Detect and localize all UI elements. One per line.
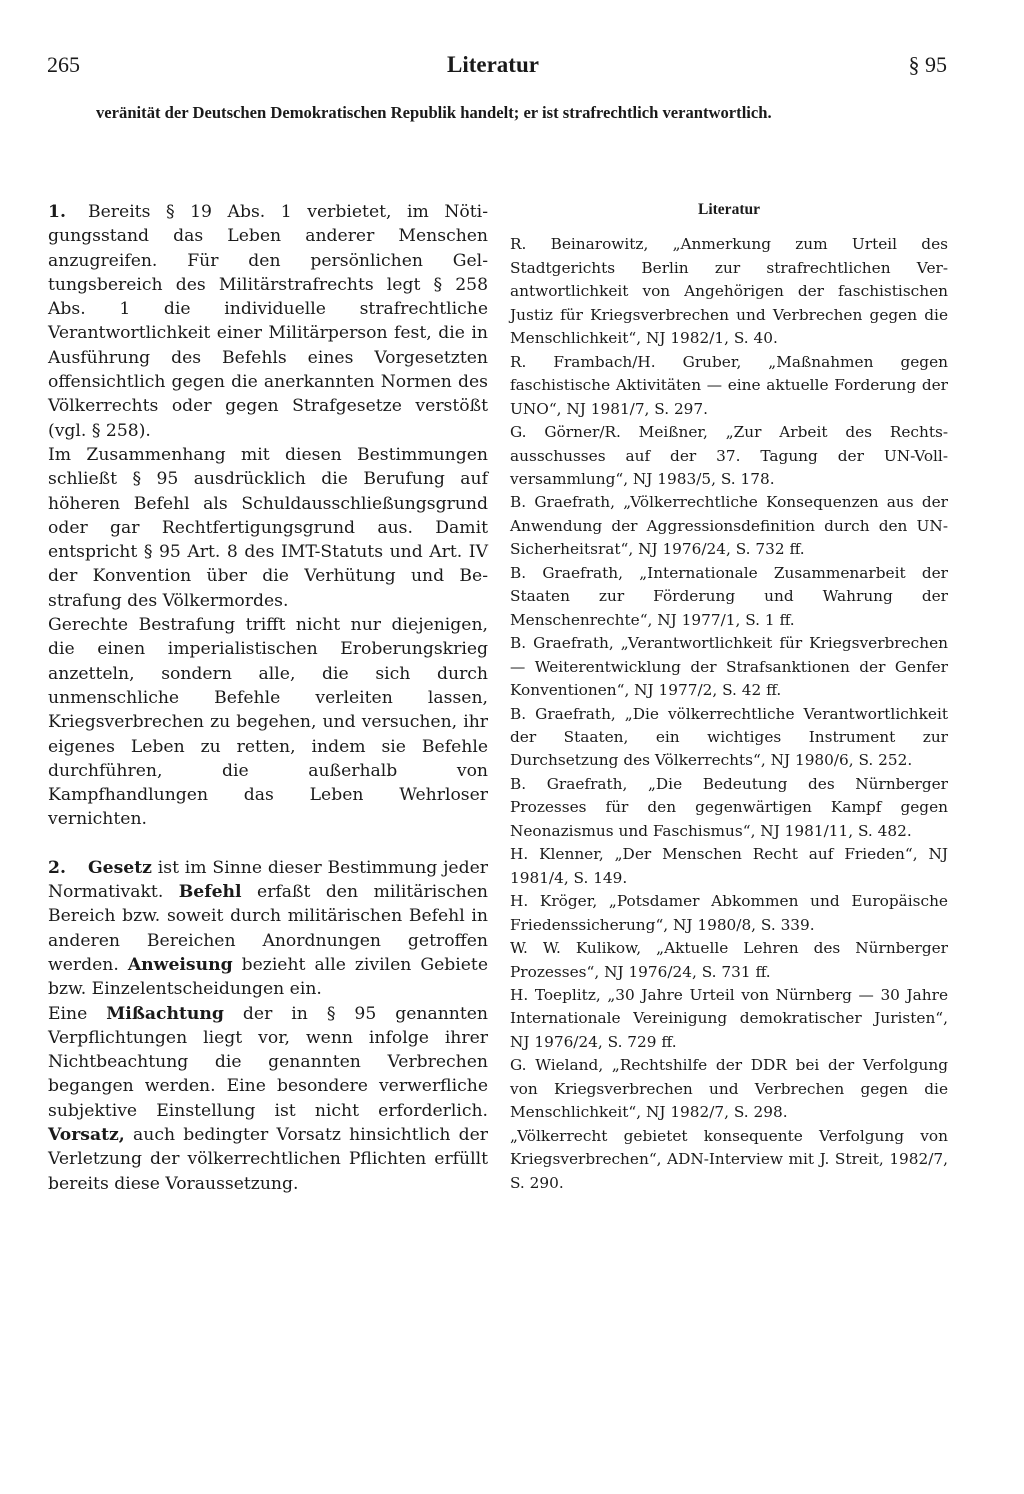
commentary-item-2-para-2 [48,1002,488,1196]
keyword-gesetz: Gesetz [88,857,152,878]
literature-entry: B. Graefrath, „Die völkerrechtliche Verantwortlichkeit der Staaten, ein wichtiges Instrument zur Durchsetzung des Völkerrechts“, NJ 1980/6, S. 252. [510,704,948,770]
paragraph-text: erfaßt den militärischen Bereich bzw. soweit durch militärischen Befehl in anderen Bereichen Anordnungen getroffen werden. [48,882,488,975]
commentary-item-1-para-2: Im Zusammenhang mit diesen Bestimmungen schließt § 95 ausdrücklich die Berufung auf höheren Befehl als Schuldausschließungsgrund oder gar Rechtfertigungsgrund aus. Damit entspricht § 95 Art. 8 des IMT-Statuts und Art. IV der Konvention über die Verhütung und Bestrafung des Völkermordes. [48,444,488,611]
literature-entry: G. Wieland, „Rechtshilfe der DDR bei der Verfolgung von Kriegsverbrechen und Verbrechen gegen die Menschlichkeit“, NJ 1982/7, S. 298. [510,1056,948,1122]
literature-entry: R. Frambach/H. Gruber, „Maßnahmen gegen faschistische Aktivitäten — eine aktuelle Forderung der UNO“, NJ 1981/7, S. 297. [510,352,948,418]
literature-entry: „Völkerrecht gebietet konsequente Verfolgung von Kriegsverbrechen“, ADN-Interview mit J. Streit, 1982/7, S. 290. [510,1126,948,1192]
literature-entry: B. Graefrath, „Verantwortlichkeit für Kriegsverbrechen — Weiterentwicklung der Strafsanktionen der Genfer Konventionen“, NJ 1977/2, S. 42 ff. [510,634,948,700]
commentary-item-2-para-1 [48,856,488,1002]
paragraph-text: der in § 95 genannten Verpflichtungen liegt vor, wenn infolge ihrer Nichtbeachtung die genannten Verbrechen begangen werden. Eine besondere verwerfliche subjektive Einstellung ist nicht erforderlich. [48,1003,489,1121]
page-number: 265 [47,52,80,77]
literature-entry: G. Görner/R. Meißner, „Zur Arbeit des Rechtsausschusses auf der 37. Tagung der UN-Vollversammlung“, NJ 1983/5, S. 178. [510,423,948,488]
literature-entry: B. Graefrath, „Internationale Zusammenarbeit der Staaten zur Förderung und Wahrung der Menschenrechte“, NJ 1977/1, S. 1 ff. [510,563,948,629]
paragraph-text: ist im Sinne dieser Bestimmung jeder Normativakt. [48,857,488,903]
commentary-column [48,200,488,1196]
literature-heading: Literatur [698,201,760,218]
keyword-befehl: Befehl [178,882,242,903]
keyword-vorsatz: Vorsatz, [48,1124,125,1145]
literature-entry: B. Graefrath, „Völkerrechtliche Konsequenzen aus der Anwendung der Aggressionsdefinition durch den UN-Sicherheitsrat“, NJ 1976/24, S. 732 ff. [510,493,948,559]
item-number: 1. [48,202,66,222]
keyword-anweisung: Anweisung [127,954,233,975]
literature-entry: R. Beinarowitz, „Anmerkung zum Urteil des Stadtgerichts Berlin zur strafrechtlichen Verantwortlichkeit von Angehörigen der faschistischen Justiz für Kriegsverbrechen und Verbrechen gegen die Menschlichkeit“, NJ 1982/1, S. 40. [510,235,948,348]
commentary-item-1-para-3: Gerechte Bestrafung trifft nicht nur diejenigen, die einen imperialistischen Eroberungskrieg anzetteln, sondern alle, die sich durch unmenschliche Befehle verleiten lassen, Kriegsverbrechen zu begehen, und versuchen, ihr eigenes Leben zu retten, indem sie Befehle durchführen, die außerhalb von Kampfhandlungen das Leben Wehrloser vernichten. [48,615,488,830]
literature-entry: H. Klenner, „Der Menschen Recht auf Frieden“, NJ 1981/4, S. 149. [510,845,948,887]
literature-entry: B. Graefrath, „Die Bedeutung des Nürnberger Prozesses für den gegenwärtigen Kampf gegen Neonazismus und Faschismus“, NJ 1981/11, S. 482. [510,774,948,840]
page-header [47,52,947,86]
paragraph-text: Bereits § 19 Abs. 1 verbietet, im Nötigungsstand das Leben anderer Menschen anzugreifen. Für den persönlichen Geltungsbereich des Militärstrafrechts legt § 258 Abs. 1 die individuelle strafrechtliche Verantwortlichkeit einer Militärperson fest, die in Ausführung des Befehls eines Vorgesetzten offensichtlich gegen die anerkannten Normen des Völkerrechts oder gegen Strafgesetze verstößt (vgl. § 258). [48,202,488,441]
literature-column [510,198,948,1195]
literature-entry: W. W. Kulikow, „Aktuelle Lehren des Nürnberger Prozesses“, NJ 1976/24, S. 731 ff. [510,939,948,981]
keyword-missachtung: Mißachtung [106,1003,224,1024]
literature-entry: H. Kröger, „Potsdamer Abkommen und Europäische Friedenssicherung“, NJ 1980/8, S. 339. [510,892,948,934]
paragraph-text: Eine [48,1003,107,1024]
item-number: 2. [48,857,66,878]
commentary-item-1-para-1 [48,200,488,443]
paragraph-text: bezieht alle zivilen Gebiete bzw. Einzelentscheidungen ein. [48,954,488,1000]
section-mark: § 95 [908,52,947,77]
running-title: Literatur [447,52,539,77]
intro-paragraph: veränität der Deutschen Demokratischen Republik handelt; er ist strafrechtlich verantwortlich. [96,103,772,122]
paragraph-text: auch bedingter Vorsatz hinsichtlich der Verletzung der völkerrechtlichen Pflichten erfüllt bereits diese Voraussetzung. [48,1124,488,1194]
literature-entry: H. Toeplitz, „30 Jahre Urteil von Nürnberg — 30 Jahre Internationale Vereinigung demokratischer Juristen“, NJ 1976/24, S. 729 ff. [510,985,948,1051]
